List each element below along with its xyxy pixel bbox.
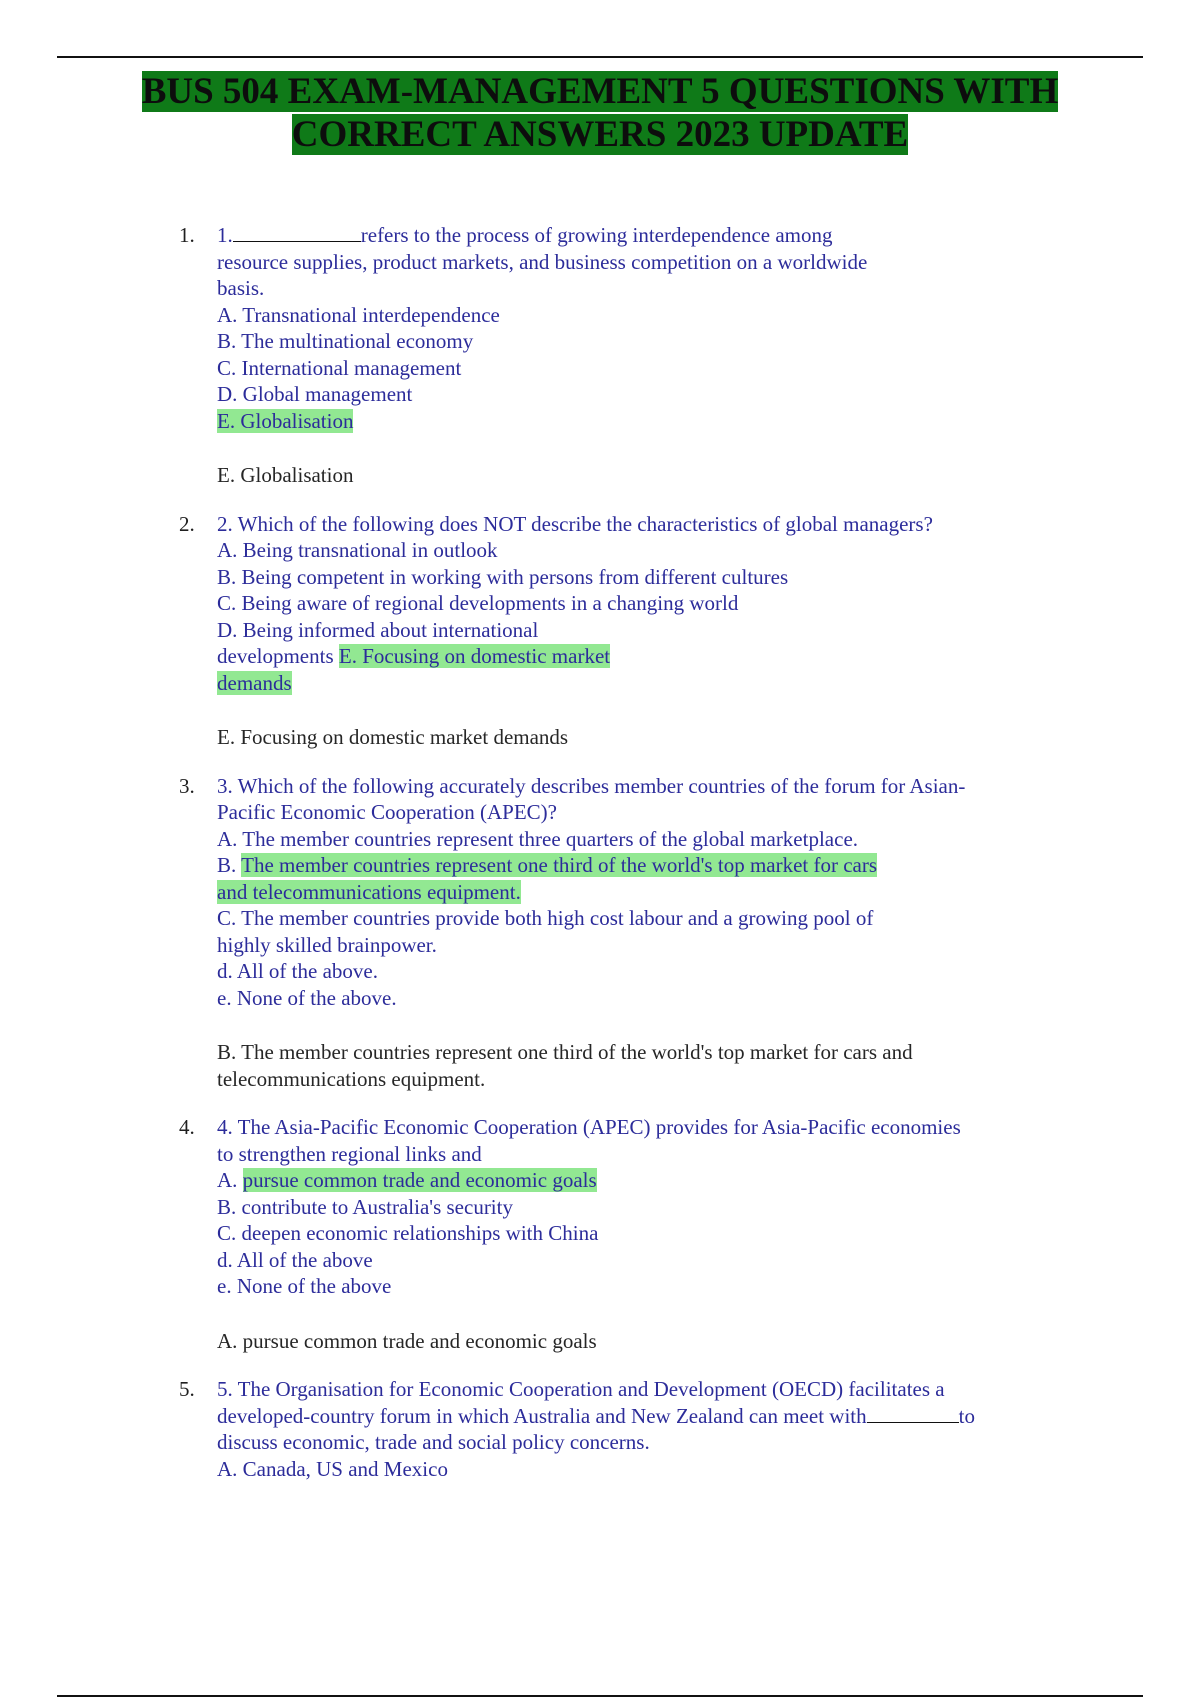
question-number: 4. <box>179 1115 195 1139</box>
option-a: A. Canada, US and Mexico <box>217 1456 448 1481</box>
option-e-continued: demands <box>217 670 292 695</box>
question-list <box>0 222 1200 1482</box>
option-d-continued: developments E. Focusing on domestic market <box>217 644 611 668</box>
option-e: e. None of the above <box>217 1274 392 1298</box>
option-c: C. deepen economic relationships with China <box>217 1221 599 1245</box>
question-prompt-line: 4. The Asia-Pacific Economic Cooperation (APEC) provides for Asia-Pacific economies <box>217 1115 961 1139</box>
question-prompt-line: discuss economic, trade and social policy concerns. <box>217 1430 650 1454</box>
correct-answer: E. Globalisation <box>217 463 354 487</box>
option-b: B. contribute to Australia's security <box>217 1194 513 1219</box>
option-e-highlighted: E. Focusing on domestic market <box>338 644 611 668</box>
bottom-rule <box>57 1695 1143 1697</box>
question-prompt-line: developed-country forum in which Australia and New Zealand can meet with to <box>217 1403 975 1428</box>
top-rule <box>57 56 1143 58</box>
option-c: C. Being aware of regional developments in a changing world <box>217 591 739 615</box>
question-number: 3. <box>179 773 195 798</box>
question-2 <box>0 511 1047 751</box>
option-c: C. The member countries provide both high cost labour and a growing pool of <box>217 906 874 930</box>
question-prompt: 1. refers to the process of growing interdependence among <box>217 223 833 247</box>
option-a: A. Being transnational in outlook <box>217 538 498 562</box>
question-prompt-line: to strengthen regional links and <box>217 1141 482 1166</box>
option-d: d. All of the above. <box>217 959 378 983</box>
question-4 <box>0 1114 1047 1354</box>
option-e: e. None of the above. <box>217 985 397 1010</box>
correct-answer: E. Focusing on domestic market demands <box>217 725 569 749</box>
question-1 <box>0 222 1047 489</box>
correct-answer: B. The member countries represent one third of the world's top market for cars and telecommunications equipment. <box>217 1040 913 1091</box>
question-number: 1. <box>179 223 195 247</box>
option-d: D. Global management <box>217 382 413 406</box>
question-prompt-line: basis. <box>217 276 265 300</box>
option-b-highlighted: B. The member countries represent one third of the world's top market for cars <box>217 853 878 877</box>
blank-line <box>867 1404 959 1423</box>
question-3 <box>0 773 1047 1093</box>
option-a-highlighted: A. pursue common trade and economic goals <box>217 1168 597 1192</box>
option-d: d. All of the above <box>217 1247 373 1272</box>
document-title <box>0 70 1200 156</box>
option-b-continued: and telecommunications equipment. <box>217 879 521 904</box>
question-prompt-line: Pacific Economic Cooperation (APEC)? <box>217 800 557 824</box>
question-prompt-line: resource supplies, product markets, and business competition on a worldwide <box>217 249 868 274</box>
blank-line <box>233 223 361 242</box>
option-a: A. The member countries represent three quarters of the global marketplace. <box>217 826 859 851</box>
title-line-2: CORRECT ANSWERS 2023 UPDATE <box>291 114 909 155</box>
title-line-1: BUS 504 EXAM-MANAGEMENT 5 QUESTIONS WITH <box>141 71 1059 112</box>
correct-answer: A. pursue common trade and economic goals <box>217 1328 597 1353</box>
option-c-continued: highly skilled brainpower. <box>217 932 437 957</box>
question-prompt-line: 5. The Organisation for Economic Cooperation and Development (OECD) facilitates a <box>217 1377 945 1401</box>
question-number: 5. <box>179 1377 195 1401</box>
option-e-highlighted: E. Globalisation <box>217 408 354 433</box>
question-prompt-line: 3. Which of the following accurately describes member countries of the forum for Asian- <box>217 773 966 798</box>
question-number: 2. <box>179 511 195 536</box>
option-b: B. The multinational economy <box>217 329 474 353</box>
question-prompt: 2. Which of the following does NOT describe the characteristics of global managers? <box>217 511 933 536</box>
option-b: B. Being competent in working with persons from different cultures <box>217 564 789 589</box>
option-d: D. Being informed about international <box>217 617 539 642</box>
option-a: A. Transnational interdependence <box>217 302 500 327</box>
question-5 <box>0 1376 1047 1482</box>
option-c: C. International management <box>217 355 462 380</box>
